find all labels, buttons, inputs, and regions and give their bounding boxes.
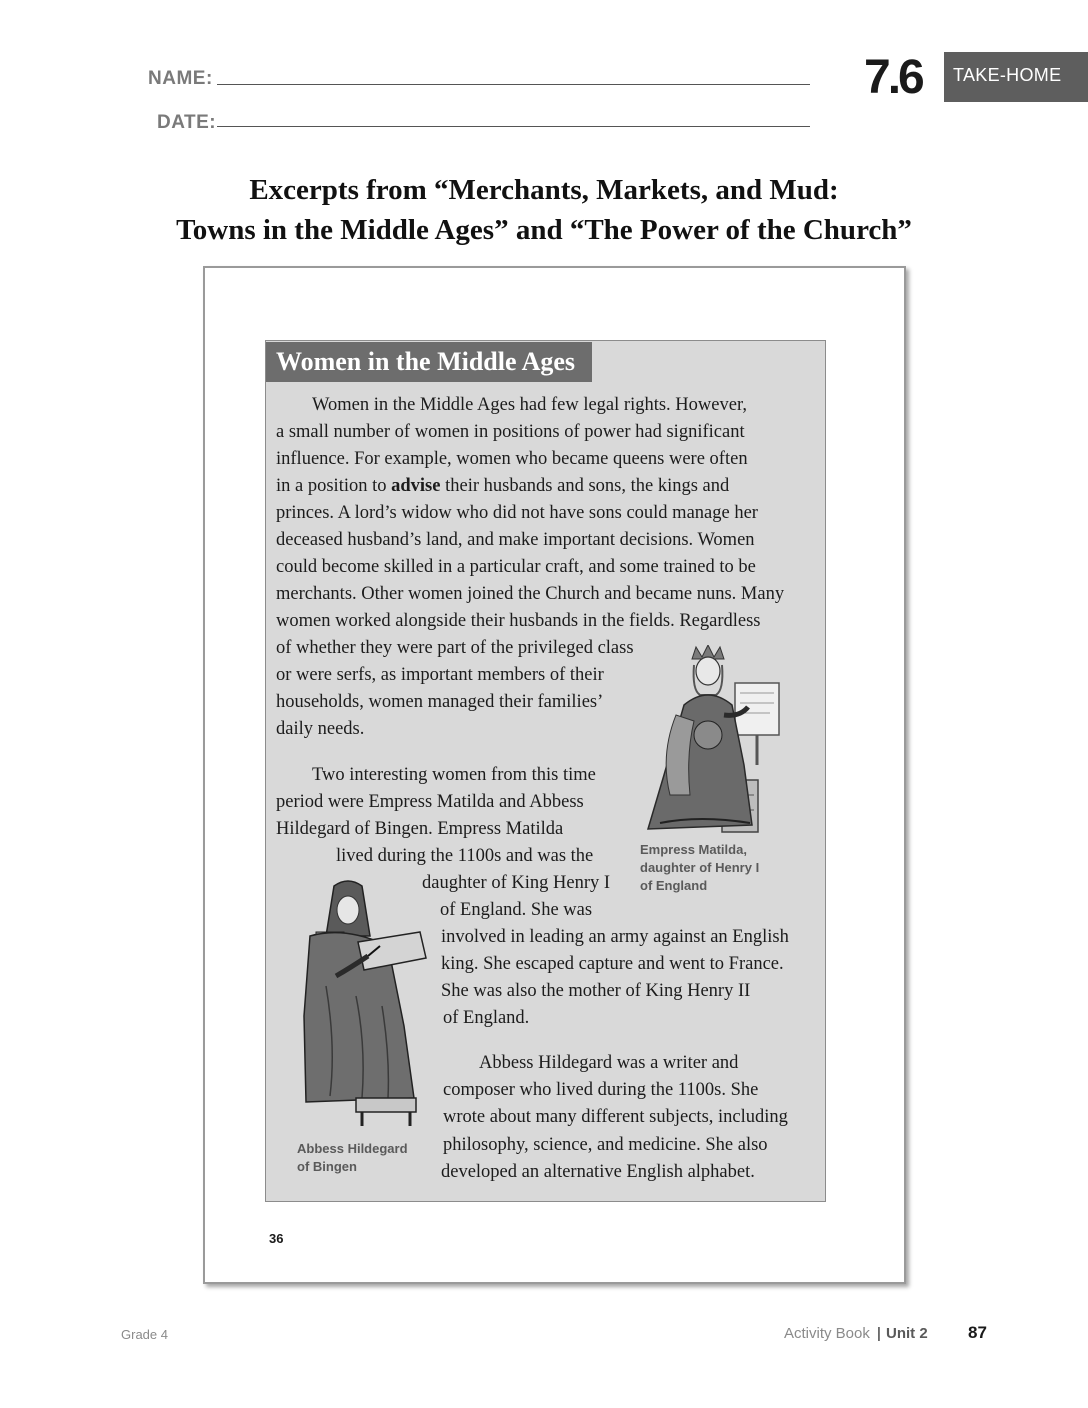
matilda-caption-line: of England: [640, 878, 708, 893]
p1-line: influence. For example, women who became queens were often: [276, 449, 748, 469]
p1-line: a small number of women in positions of power had significant: [276, 422, 745, 442]
inner-page-number: 36: [269, 1231, 284, 1246]
p2-line: king. She escaped capture and went to France.: [441, 954, 784, 974]
p1-text: their husbands and sons, the kings and: [440, 476, 730, 496]
p3-line: wrote about many different subjects, including: [443, 1107, 788, 1127]
date-field-line[interactable]: [217, 126, 810, 127]
name-label: NAME:: [148, 68, 213, 89]
p3-line: composer who lived during the 1100s. She: [443, 1080, 759, 1100]
p1-line: princes. A lord’s widow who did not have sons could manage her: [276, 503, 758, 523]
p1-text: in a position to: [276, 476, 392, 496]
p1-line: of whether they were part of the privileged class: [276, 638, 634, 658]
p2-line: She was also the mother of King Henry II: [441, 981, 751, 1001]
p1-line: [276, 474, 729, 498]
hildegard-caption-line: Abbess Hildegard: [297, 1141, 408, 1156]
page-title-line-1: Excerpts from “Merchants, Markets, and Mud:: [249, 174, 839, 206]
take-home-badge: TAKE-HOME: [944, 52, 1088, 102]
empress-matilda-illustration: [640, 645, 790, 835]
date-label: DATE:: [157, 112, 217, 133]
p1-line: daily needs.: [276, 719, 365, 739]
footer-grade: Grade 4: [121, 1327, 168, 1342]
vocab-word-advise: advise: [391, 476, 441, 496]
p3-line: philosophy, science, and medicine. She also: [443, 1135, 768, 1155]
matilda-caption-line: daughter of Henry I: [640, 860, 760, 875]
footer-unit: Unit 2: [886, 1325, 928, 1342]
p1-line: Women in the Middle Ages had few legal rights. However,: [312, 395, 747, 415]
p1-line: could become skilled in a particular craft, and some trained to be: [276, 557, 756, 577]
matilda-caption-line: Empress Matilda,: [640, 842, 747, 857]
p2-line: daughter of King Henry I: [422, 873, 611, 893]
p1-line: households, women managed their families’: [276, 692, 604, 712]
p2-line: Two interesting women from this time: [312, 765, 596, 785]
abbess-hildegard-illustration: [296, 876, 432, 1130]
p3-line: Abbess Hildegard was a writer and: [479, 1053, 739, 1073]
p1-line: deceased husband’s land, and make important decisions. Women: [276, 530, 755, 550]
p2-line: of England.: [443, 1008, 530, 1028]
footer-book: Activity Book: [784, 1325, 870, 1342]
hildegard-caption-line: of Bingen: [297, 1159, 357, 1174]
p1-line: or were serfs, as important members of their: [276, 665, 604, 685]
p2-line: involved in leading an army against an English: [441, 927, 789, 947]
p2-line: of England. She was: [440, 900, 593, 920]
footer-page-number: 87: [968, 1323, 987, 1342]
p2-line: Hildegard of Bingen. Empress Matilda: [276, 819, 564, 839]
page-title-line-2: Towns in the Middle Ages” and “The Power of the Church”: [176, 214, 912, 246]
p2-line: lived during the 1100s and was the: [336, 846, 594, 866]
p3-line: developed an alternative English alphabet.: [441, 1162, 755, 1182]
p1-line: women worked alongside their husbands in the fields. Regardless: [276, 611, 761, 631]
footer-separator: |: [877, 1325, 881, 1342]
p1-line: merchants. Other women joined the Church and became nuns. Many: [276, 584, 785, 604]
section-heading: Women in the Middle Ages: [266, 342, 592, 382]
p2-line: period were Empress Matilda and Abbess: [276, 792, 584, 812]
lesson-number: 7.6: [864, 51, 922, 104]
name-field-line[interactable]: [217, 84, 810, 85]
